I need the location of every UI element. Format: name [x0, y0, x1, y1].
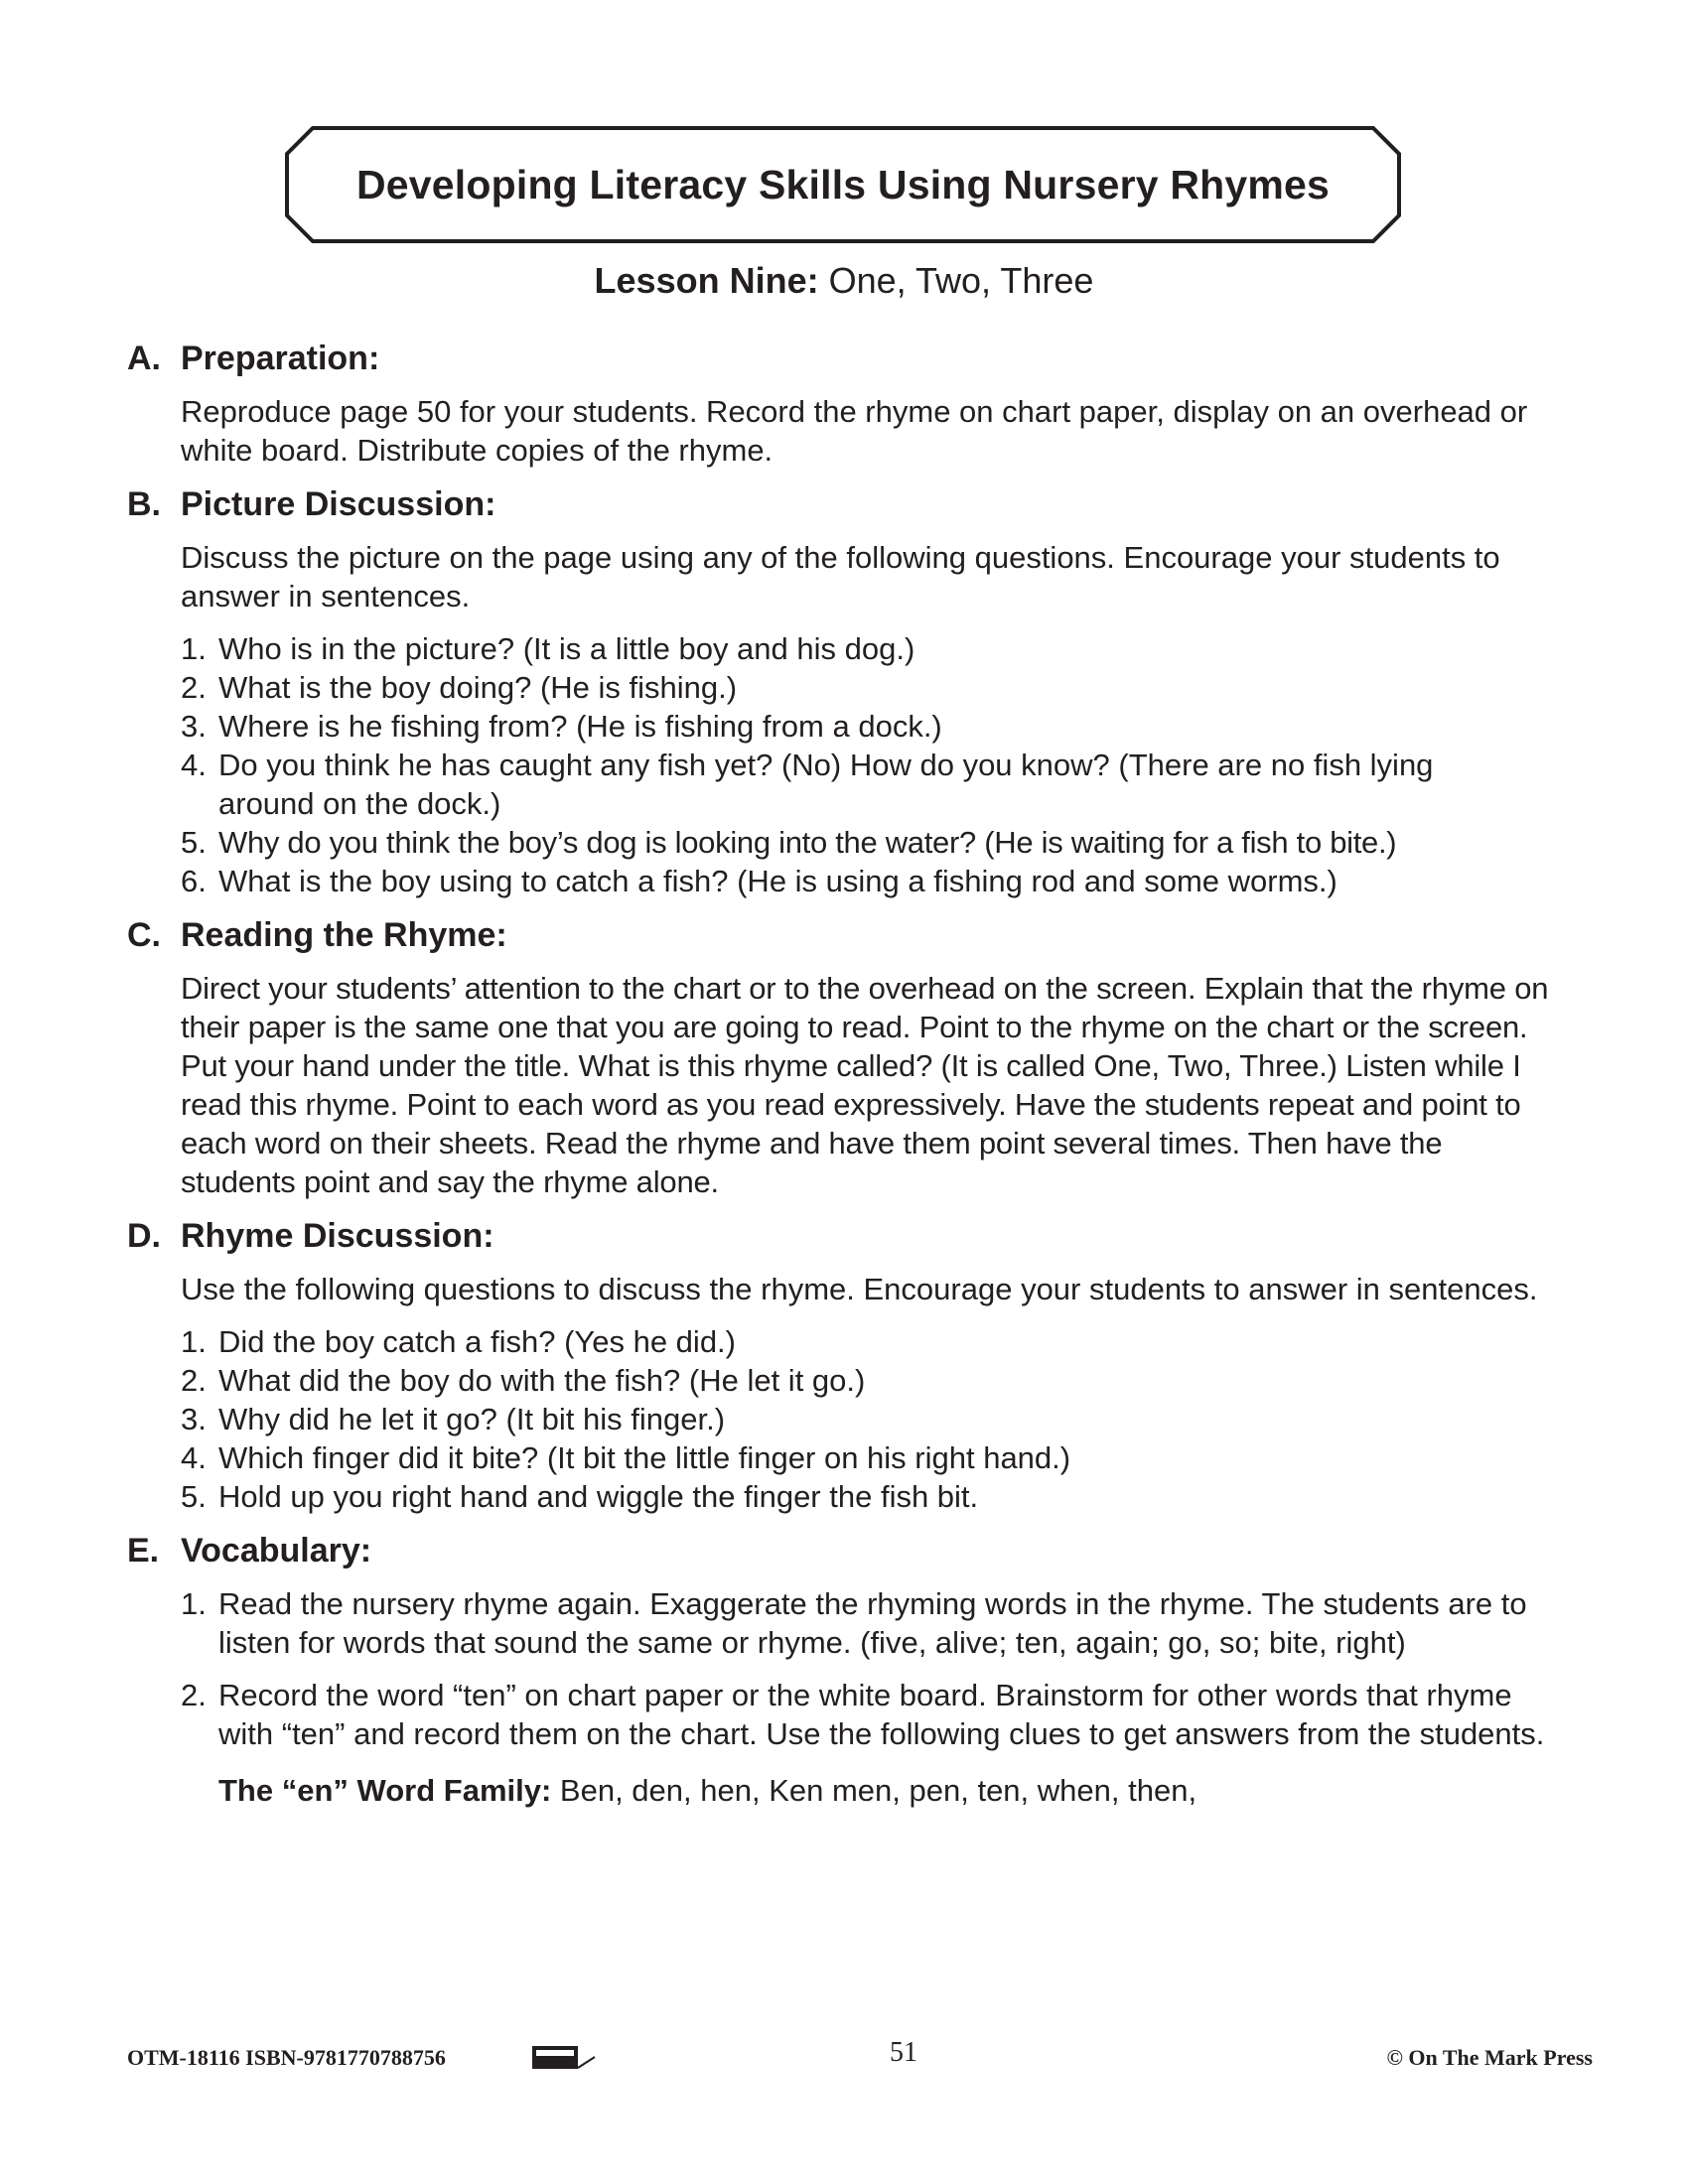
picture-questions-list	[181, 629, 1557, 900]
list-item	[181, 1477, 1557, 1516]
section-letter: D.	[127, 1217, 161, 1255]
item-text: What did the boy do with the fish? (He let it go.)	[218, 1363, 866, 1398]
lesson-heading	[0, 260, 1688, 302]
section-title: Rhyme Discussion:	[181, 1217, 494, 1255]
list-item	[181, 668, 1557, 707]
item-text: Do you think he has caught any fish yet? (No) How do you know? (There are no fish lying around on the dock.)	[218, 748, 1434, 821]
page-number: 51	[890, 2037, 917, 2068]
list-item	[181, 1438, 1557, 1477]
item-text: Why did he let it go? (It bit his finger.)	[218, 1402, 726, 1436]
item-text: Why do you think the boy’s dog is looking into the water? (He is waiting for a fish to bite.)	[218, 825, 1397, 860]
section-b-heading	[127, 482, 1557, 526]
page-title: Developing Literacy Skills Using Nursery Rhymes	[355, 161, 1331, 207]
section-letter: C.	[127, 916, 161, 954]
lesson-content	[127, 337, 1557, 1810]
page-footer	[127, 2037, 1593, 2077]
item-number: 2.	[181, 1678, 207, 1712]
item-text: Did the boy catch a fish? (Yes he did.)	[218, 1324, 736, 1359]
section-title: Picture Discussion:	[181, 485, 496, 523]
word-family-words: Ben, den, hen, Ken men, pen, ten, when, then,	[559, 1773, 1197, 1808]
section-d-text: Use the following questions to discuss the rhyme. Encourage your students to answer in sentences.	[181, 1272, 1538, 1306]
section-letter: A.	[127, 340, 161, 377]
item-number: 1.	[181, 1586, 207, 1621]
item-number: 5.	[181, 1479, 207, 1514]
section-letter: B.	[127, 485, 161, 523]
list-item	[181, 1322, 1557, 1361]
item-text: Read the nursery rhyme again. Exaggerate the rhyming words in the rhyme. The students are to listen for words that sound the same or rhyme. (five, alive; ten, again; go, so; bite, right)	[218, 1586, 1527, 1660]
list-item	[181, 1676, 1557, 1753]
item-number: 4.	[181, 1440, 207, 1475]
list-item	[181, 629, 1557, 668]
section-d-heading	[127, 1214, 1557, 1258]
section-title: Preparation:	[181, 340, 380, 377]
item-text: Where is he fishing from? (He is fishing from a dock.)	[218, 709, 942, 744]
item-text: Which finger did it bite? (It bit the little finger on his right hand.)	[218, 1440, 1071, 1475]
section-letter: E.	[127, 1532, 160, 1570]
word-family-label: The “en” Word Family:	[218, 1773, 552, 1808]
item-number: 4.	[181, 748, 207, 782]
item-text: Hold up you right hand and wiggle the finger the fish bit.	[218, 1479, 979, 1514]
list-item	[181, 1400, 1557, 1438]
item-number: 5.	[181, 825, 207, 860]
section-c-heading	[127, 913, 1557, 957]
section-b-text: Discuss the picture on the page using any of the following questions. Encourage your students to answer in sentences.	[181, 540, 1500, 614]
list-item	[181, 1584, 1557, 1662]
section-a-text: Reproduce page 50 for your students. Record the rhyme on chart paper, display on an overhead or white board. Distribute copies of the rhyme.	[181, 394, 1528, 468]
vocabulary-list	[181, 1584, 1557, 1753]
item-number: 2.	[181, 670, 207, 705]
item-text: Record the word “ten” on chart paper or the white board. Brainstorm for other words that rhyme with “ten” and record them on the chart. Use the following clues to get answers from the students.	[218, 1678, 1545, 1751]
list-item	[181, 823, 1557, 862]
list-item	[181, 862, 1557, 900]
item-number: 2.	[181, 1363, 207, 1398]
list-item	[181, 1361, 1557, 1400]
section-a-heading	[127, 337, 1557, 380]
copyright: © On The Mark Press	[1386, 2045, 1593, 2070]
item-number: 6.	[181, 864, 207, 898]
word-family-line	[218, 1771, 1557, 1810]
item-number: 1.	[181, 631, 207, 666]
lesson-title: One, Two, Three	[828, 260, 1094, 301]
rhyme-questions-list	[181, 1322, 1557, 1516]
section-title: Vocabulary:	[181, 1532, 372, 1570]
section-title: Reading the Rhyme:	[181, 916, 507, 954]
item-text: What is the boy doing? (He is fishing.)	[218, 670, 738, 705]
item-number: 3.	[181, 709, 207, 744]
lesson-label: Lesson Nine:	[594, 260, 819, 301]
product-code: OTM-18116 ISBN-9781770788756	[127, 2045, 446, 2070]
title-banner	[285, 126, 1401, 243]
item-text: What is the boy using to catch a fish? (He is using a fishing rod and some worms.)	[218, 864, 1337, 898]
list-item	[181, 746, 1557, 823]
section-c-text: Direct your students’ attention to the chart or to the overhead on the screen. Explain that the rhyme on their paper is the same one that you are going to read. Point to the rhyme on the chart or the screen. Put your hand under the title. What is this rhyme called? (It is called One, Two, Three.) Listen while I read this rhyme. Point to each word as you read expressively. Have the students repeat and point to each word on their sheets. Read the rhyme and have them point several times. Then have the students point and say the rhyme alone.	[181, 971, 1549, 1199]
item-number: 3.	[181, 1402, 207, 1436]
item-text: Who is in the picture? (It is a little boy and his dog.)	[218, 631, 915, 666]
section-e-heading	[127, 1529, 1557, 1572]
item-number: 1.	[181, 1324, 207, 1359]
list-item	[181, 707, 1557, 746]
